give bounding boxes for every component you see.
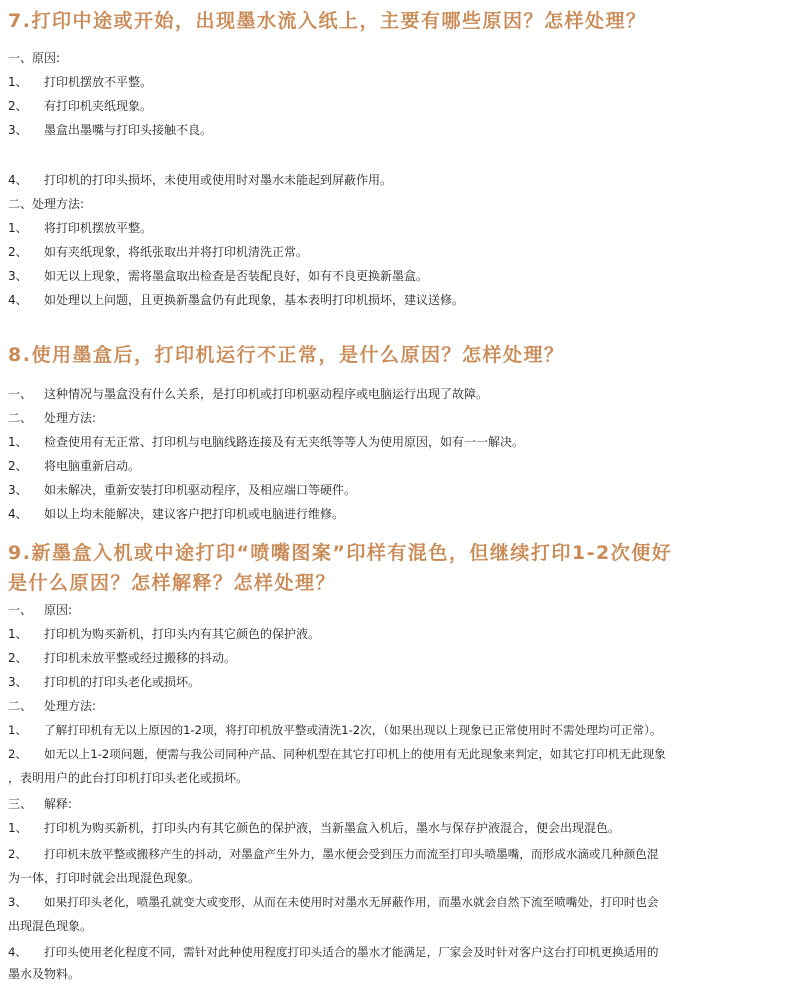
- s7-reason-1: [8, 70, 784, 94]
- list-number: 2、: [8, 747, 27, 761]
- section-8-title: 8.使用墨盒后，打印机运行不正常，是什么原因？怎样处理？: [8, 344, 565, 366]
- list-number: 2、: [8, 99, 28, 113]
- s7-method-2: [8, 240, 784, 264]
- s8-item-2: [8, 406, 784, 430]
- s9-explain-3: [8, 890, 784, 914]
- list-text: 打印机的打印头损坏，未使用或使用时对墨水未能起到屏蔽作用。: [44, 173, 393, 187]
- list-text: 如无以上1-2项问题，便需与我公司同种产品、同种机型在其它打印机上的使用有无此现象来判定，如其它打印机无此现象: [44, 747, 666, 761]
- list-number: 一、: [8, 603, 33, 617]
- s9-explain-3-cont: 出现混色现象。: [8, 919, 93, 933]
- s9-reason-1: [8, 622, 784, 646]
- list-text: 打印机的打印头老化或损坏。: [44, 675, 201, 689]
- list-number: 2、: [8, 847, 27, 861]
- list-number: 1、: [8, 435, 28, 449]
- list-text: 将打印机摆放平整。: [44, 221, 153, 235]
- section-9-title-line2: 是什么原因？怎样解释？怎样处理？: [8, 572, 337, 594]
- list-text: 如有夹纸现象，将纸张取出并将打印机清洗正常。: [44, 245, 309, 259]
- list-text: 有打印机夹纸现象。: [44, 99, 153, 113]
- s9-explain-1: [8, 816, 784, 840]
- list-number: 3、: [8, 269, 28, 283]
- s7-method-1: [8, 216, 784, 240]
- s9-method-heading: [8, 694, 784, 718]
- list-number: 3、: [8, 895, 27, 909]
- list-number: 4、: [8, 507, 28, 521]
- s8-item-6: [8, 502, 784, 526]
- s7-reason-heading: 一、原因:: [8, 51, 61, 65]
- s7-reason-3: [8, 118, 784, 142]
- list-text: 这种情况与墨盒没有什么关系，是打印机或打印机驱动程序或电脑运行出现了故障。: [44, 387, 489, 401]
- list-text: 检查使用有无正常、打印机与电脑线路连接及有无夹纸等等人为使用原因，如有一一解决。: [44, 435, 525, 449]
- list-text: 原因:: [44, 603, 73, 617]
- list-number: 1、: [8, 821, 28, 835]
- list-number: 2、: [8, 459, 28, 473]
- s8-item-4: [8, 454, 784, 478]
- list-number: 3、: [8, 483, 28, 497]
- list-number: 2、: [8, 245, 28, 259]
- list-text: 打印机为购买新机，打印头内有其它颜色的保护液。: [44, 627, 321, 641]
- list-text: 如以上均未能解决，建议客户把打印机或电脑进行维修。: [44, 507, 345, 521]
- list-text: 打印机未放平整或经过搬移的抖动。: [44, 651, 237, 665]
- list-number: 二、: [8, 411, 33, 425]
- s7-reason-2: [8, 94, 784, 118]
- list-number: 2、: [8, 651, 28, 665]
- s8-item-3: [8, 430, 784, 454]
- list-text: 打印机未放平整或搬移产生的抖动，对墨盒产生外力，墨水便会受到压力而流至打印头喷墨嘴，而形成水滴或几种颜色混: [44, 847, 659, 861]
- section-9-title-line1: 9.新墨盒入机或中途打印“喷嘴图案”印样有混色，但继续打印1-2次便好: [8, 542, 673, 564]
- list-text: 处理方法:: [44, 699, 97, 713]
- list-text: 如果打印头老化，喷墨孔就变大或变形，从而在未使用时对墨水无屏蔽作用，而墨水就会自然下流至喷嘴处，打印时也会: [44, 895, 659, 909]
- s9-reason-3: [8, 670, 784, 694]
- s9-method-2: [8, 742, 784, 766]
- list-text: 了解打印机有无以上原因的1-2项，将打印机放平整或清洗1-2次，（如果出现以上现象已正常使用时不需处理均可正常）。: [44, 723, 662, 737]
- s8-item-5: [8, 478, 784, 502]
- list-number: 1、: [8, 723, 27, 737]
- s7-method-heading: 二、处理方法:: [8, 197, 85, 211]
- list-number: 1、: [8, 75, 28, 89]
- list-text: 如处理以上问题，且更换新墨盒仍有此现象，基本表明打印机损坏，建议送修。: [44, 293, 465, 307]
- s9-reason-heading: [8, 598, 784, 622]
- s9-explain-4-cont: 墨水及物料。: [8, 967, 81, 981]
- list-text: 如未解决，重新安装打印机驱动程序，及相应端口等硬件。: [44, 483, 357, 497]
- section-7-title: 7.打印中途或开始，出现墨水流入纸上，主要有哪些原因？怎样处理？: [8, 10, 647, 32]
- list-text: 解释:: [44, 797, 73, 811]
- list-text: 打印机摆放不平整。: [44, 75, 153, 89]
- list-number: 1、: [8, 627, 28, 641]
- s7-reason-4: [8, 168, 784, 192]
- list-number: 三、: [8, 797, 33, 811]
- s9-method-2-cont: ，表明用户的此台打印机打印头老化或损坏。: [8, 771, 249, 785]
- list-number: 1、: [8, 221, 28, 235]
- s9-method-1: [8, 718, 784, 742]
- s9-explain-2-cont: 为一体，打印时就会出现混色现象。: [8, 871, 201, 885]
- list-text: 处理方法:: [44, 411, 97, 425]
- list-text: 墨盒出墨嘴与打印头接触不良。: [44, 123, 213, 137]
- s7-method-4: [8, 288, 784, 312]
- list-number: 二、: [8, 699, 33, 713]
- list-number: 3、: [8, 123, 28, 137]
- list-number: 一、: [8, 387, 33, 401]
- s7-method-3: [8, 264, 784, 288]
- s9-explain-heading: [8, 792, 784, 816]
- s9-explain-2: [8, 842, 784, 866]
- list-number: 4、: [8, 945, 27, 959]
- list-number: 4、: [8, 173, 28, 187]
- list-text: 将电脑重新启动。: [44, 459, 141, 473]
- list-text: 打印机为购买新机，打印头内有其它颜色的保护液，当新墨盒入机后，墨水与保存护液混合，便会出现混色。: [44, 821, 621, 835]
- list-text: 如无以上现象，需将墨盒取出检查是否装配良好，如有不良更换新墨盒。: [44, 269, 429, 283]
- s9-reason-2: [8, 646, 784, 670]
- list-text: 打印头使用老化程度不同，需针对此种使用程度打印头适合的墨水才能满足，厂家会及时针对客户这台打印机更换适用的: [44, 945, 659, 959]
- list-number: 3、: [8, 675, 28, 689]
- s9-explain-4: [8, 940, 784, 964]
- s8-item-1: [8, 382, 784, 406]
- list-number: 4、: [8, 293, 28, 307]
